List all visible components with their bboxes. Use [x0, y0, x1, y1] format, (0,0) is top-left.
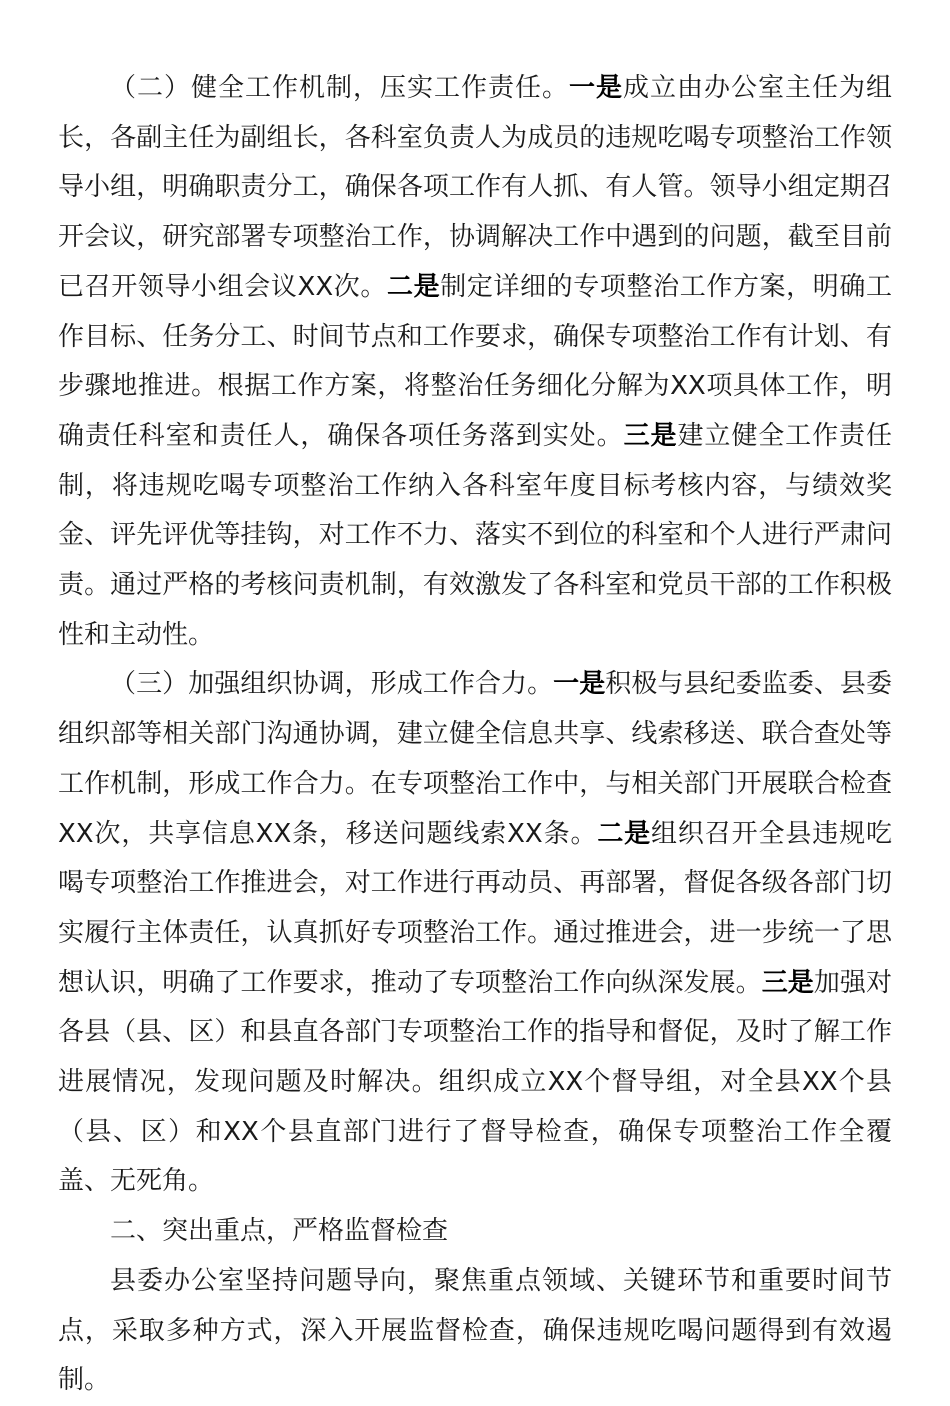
paragraph-closing: 县委办公室坚持问题导向，聚焦重点领域、关键环节和重要时间节点，采取多种方式，深入开展监督检查，确保违规吃喝问题得到有效遏制。 [58, 1265, 892, 1396]
keyword-first: 一是 [553, 669, 606, 700]
section-3-lead: （三）加强组织协调，形成工作合力。 [110, 669, 554, 700]
section-2-text-3: 建立健全工作责任制，将违规吃喝专项整治工作纳入各科室年度目标考核内容，与绩效奖金、评先评优等挂钩，对工作不力、落实不到位的科室和个人进行严肃问责。通过严格的考核问责机制，有效激发了各科室和党员干部的工作积极性和主动性。 [58, 420, 892, 650]
section-3-text-2: 组织召开全县违规吃喝专项整治工作推进会，对工作进行再动员、再部署，督促各级各部门切实履行主体责任，认真抓好专项整治工作。通过推进会，进一步统一了思想认识，明确了工作要求，推动了专项整治工作向纵深发展。 [58, 818, 892, 998]
paragraph-section-2 [58, 64, 892, 660]
section-2-lead: （二）健全工作机制，压实工作责任。 [110, 73, 569, 103]
keyword-third: 三是 [623, 420, 678, 451]
keyword-second: 二是 [597, 818, 652, 849]
keyword-first: 一是 [568, 73, 623, 103]
section-3-text-3: 加强对各县（县、区）和县直各部门专项整治工作的指导和督促，及时了解工作进展情况，发现问题及时解决。组织成立XX个督导组，对全县XX个县（县、区）和XX个县直部门进行了督导检查，确保专项整治工作全覆盖、无死角。 [58, 967, 892, 1197]
document-page [58, 64, 892, 1406]
section-3-text-1: 积极与县纪委监委、县委组织部等相关部门沟通协调，建立健全信息共享、线索移送、联合查处等工作机制，形成工作合力。在专项整治工作中，与相关部门开展联合检查XX次，共享信息XX条，移送问题线索XX条。 [58, 669, 892, 849]
keyword-second: 二是 [386, 271, 441, 302]
section-2-text-2: 制定详细的专项整治工作方案，明确工作目标、任务分工、时间节点和工作要求，确保专项整治工作有计划、有步骤地推进。根据工作方案，将整治任务细化分解为XX项具体工作，明确责任科室和责任人，确保各项任务落到实处。 [58, 271, 892, 451]
section-2-text-1: 成立由办公室主任为组长，各副主任为副组长，各科室负责人为成员的违规吃喝专项整治工作领导小组，明确职责分工，确保各项工作有人抓、有人管。领导小组定期召开会议，研究部署专项整治工作，协调解决工作中遇到的问题，截至目前已召开领导小组会议XX次。 [58, 73, 892, 302]
section-heading: 二、突出重点，严格监督检查 [110, 1216, 449, 1247]
paragraph-section-3 [58, 660, 892, 1207]
keyword-third: 三是 [761, 967, 814, 998]
